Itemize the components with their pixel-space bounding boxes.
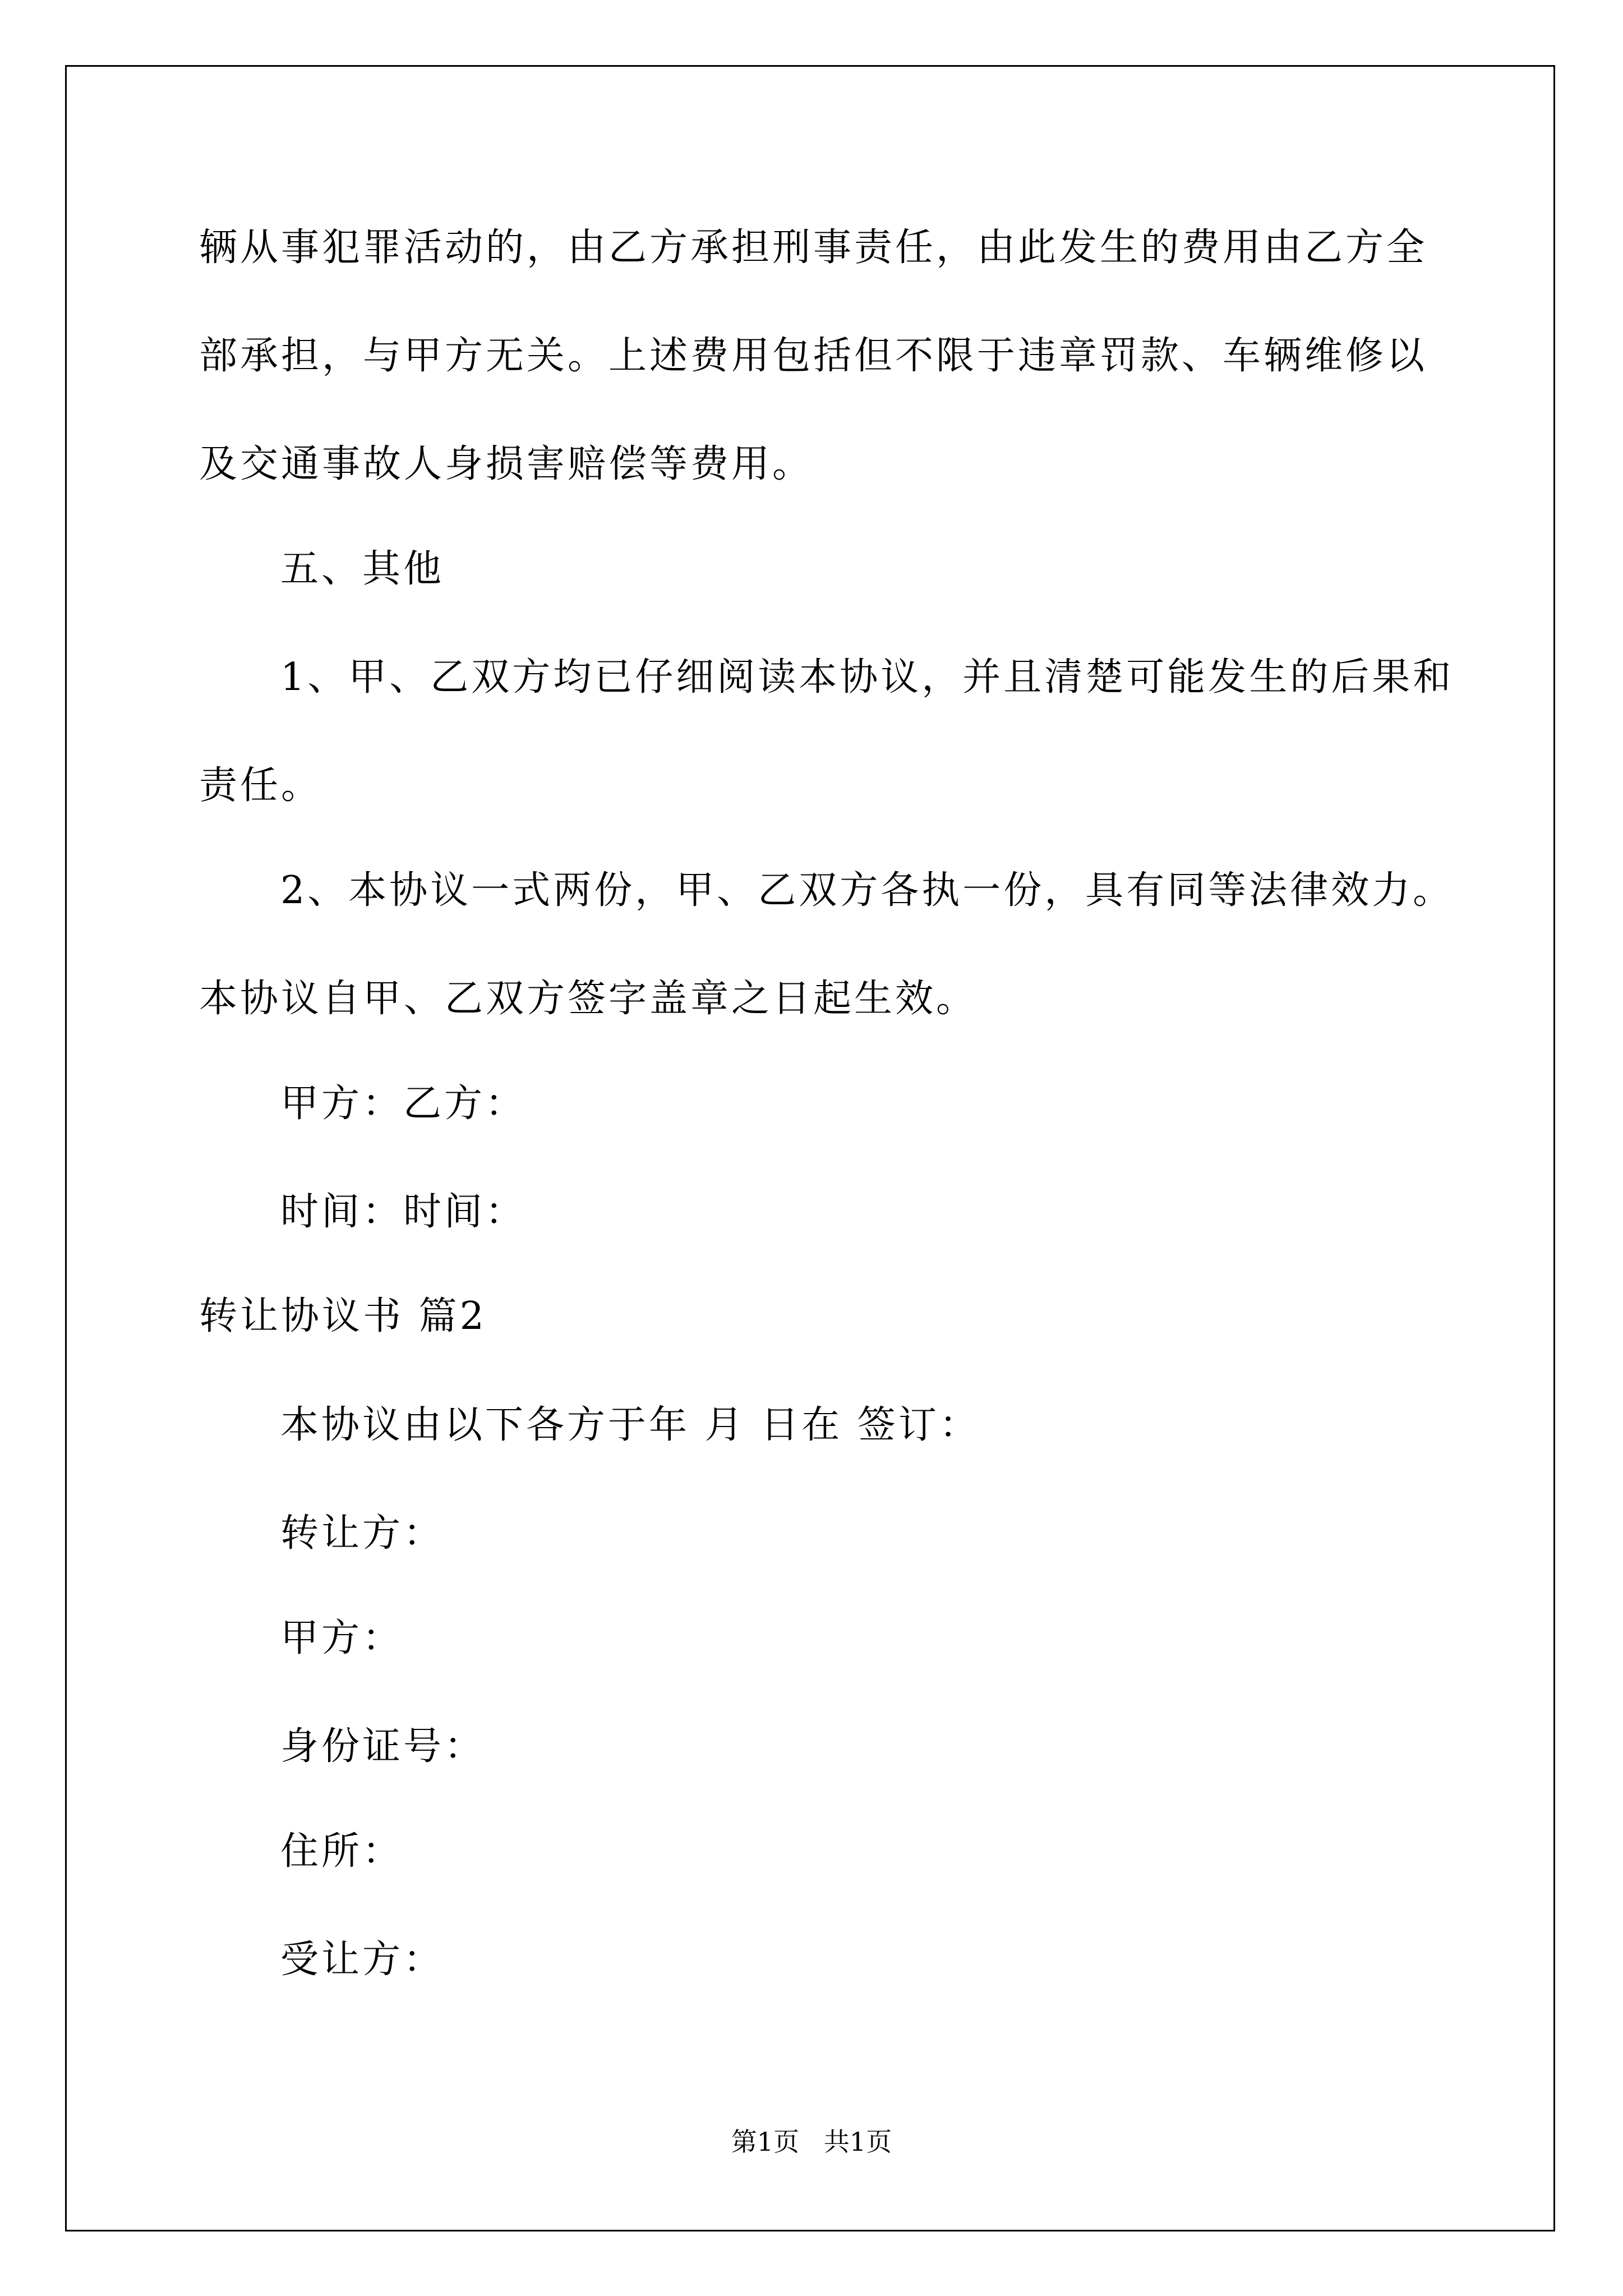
signature-parties-line: 甲方：乙方： xyxy=(280,1082,527,1126)
body-line-2: 部承担，与甲方无关。上述费用包括但不限于违章罚款、车辆维修以 xyxy=(199,334,1428,378)
body-line-1: 辆从事犯罪活动的，由乙方承担刑事责任，由此发生的费用由乙方全 xyxy=(199,226,1428,270)
section-heading-other: 五、其他 xyxy=(280,547,445,591)
body-line-3: 及交通事故人身损害赔偿等费用。 xyxy=(199,442,814,486)
transferee-label: 受让方： xyxy=(280,1938,445,1982)
article-title: 转让协议书 篇2 xyxy=(199,1294,487,1338)
id-number-label: 身份证号： xyxy=(280,1724,486,1769)
transferor-label: 转让方： xyxy=(280,1511,445,1556)
clause-1-line-2: 责任。 xyxy=(199,763,322,808)
agreement-intro-line: 本协议由以下各方于年 月 日在 签订： xyxy=(280,1403,980,1447)
clause-2-line-2: 本协议自甲、乙双方签字盖章之日起生效。 xyxy=(199,977,978,1021)
clause-2-line-1: 2、本协议一式两份，甲、乙双方各执一份，具有同等法律效力。 xyxy=(280,868,1454,913)
party-a-label: 甲方： xyxy=(280,1616,404,1660)
clause-1-line-1: 1、甲、乙双方均已仔细阅读本协议，并且清楚可能发生的后果和 xyxy=(280,655,1454,700)
address-label: 住所： xyxy=(280,1829,404,1874)
signature-time-line: 时间：时间： xyxy=(280,1190,527,1234)
page-border xyxy=(65,65,1555,2231)
page-footer: 第1页 共1页 xyxy=(731,2127,892,2157)
